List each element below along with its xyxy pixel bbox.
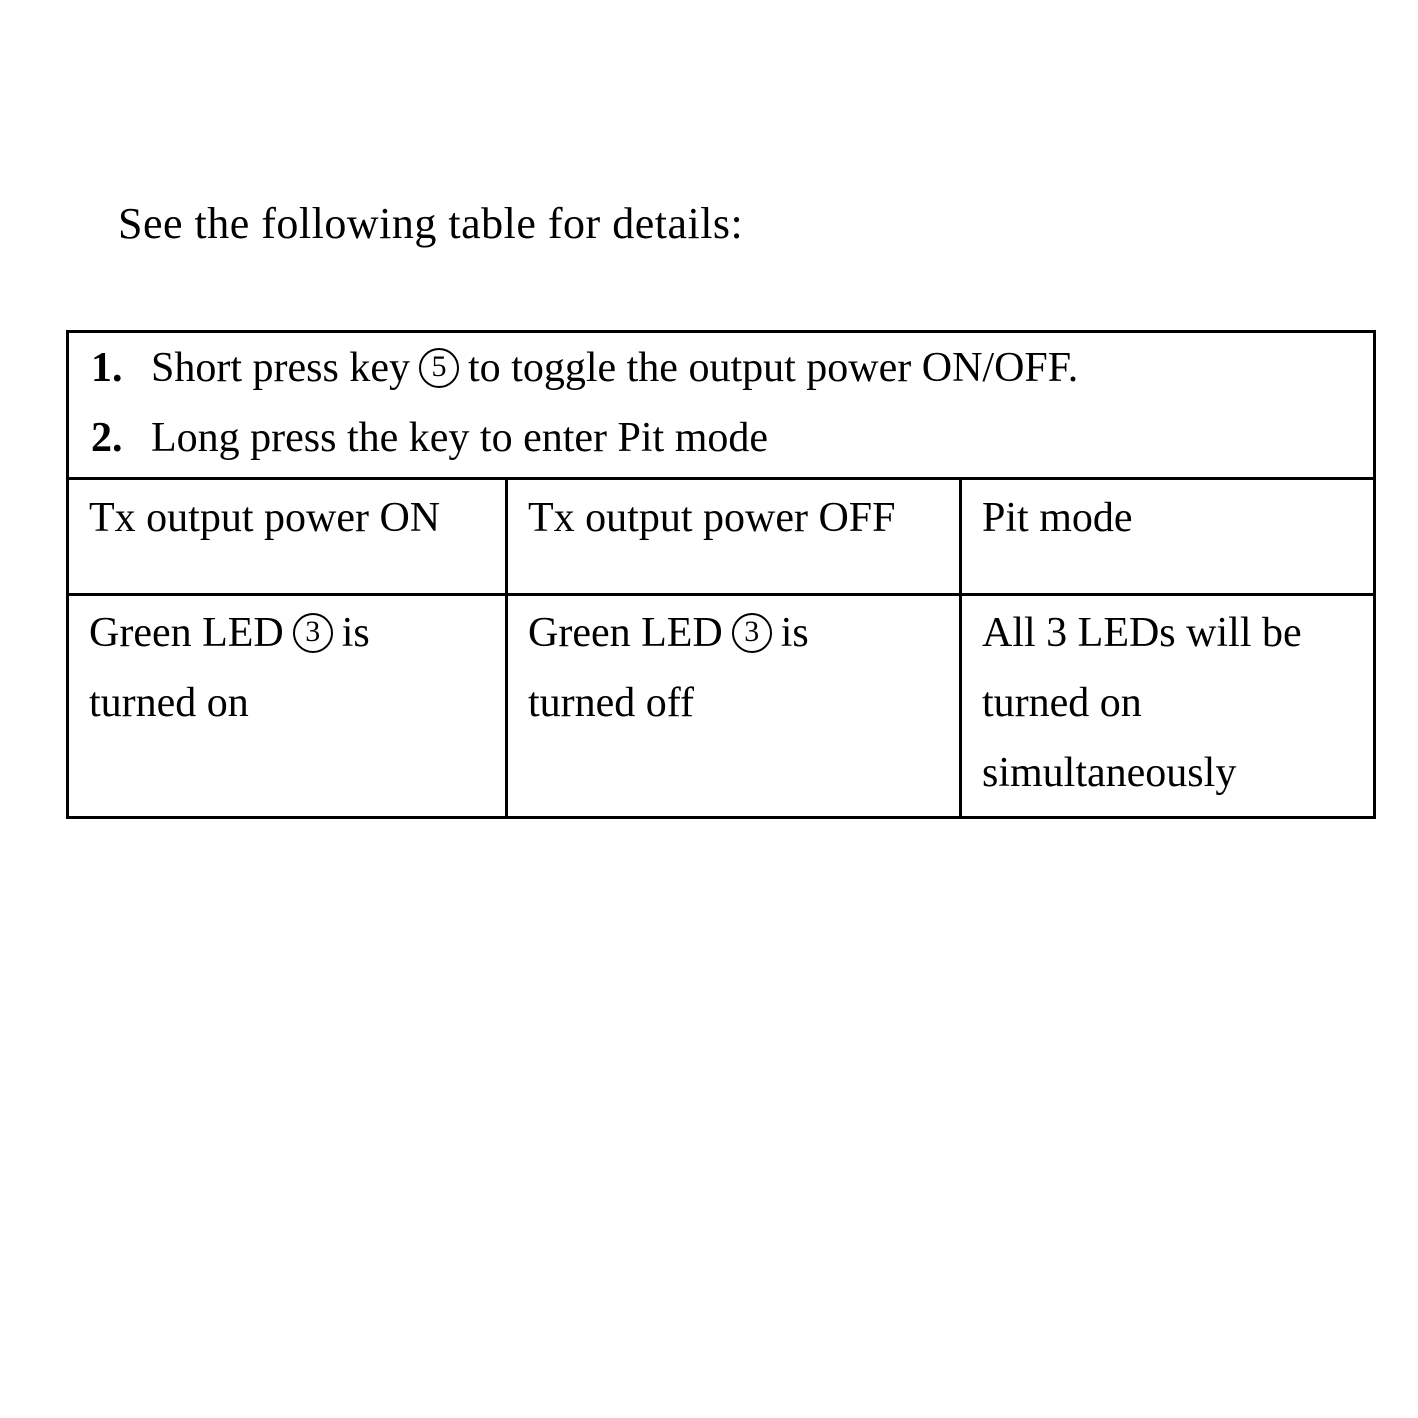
circled-key-5-icon: [419, 348, 459, 388]
header-cell-pit-mode: Pit mode: [961, 479, 1375, 595]
cell-tx-on-line-1: [89, 598, 487, 668]
cell-pit-mode-line-3: simultaneously: [982, 750, 1237, 796]
cell-pit-mode-line-1: All 3 LEDs will be: [982, 610, 1302, 656]
cell-tx-off-description: [507, 595, 961, 818]
cell-pit-mode-description: [961, 595, 1375, 818]
instruction-2-text: Long press the key to enter Pit mode: [151, 415, 769, 461]
circled-key-5-digit: 5: [431, 350, 447, 383]
instruction-1-text-pre: Short press key: [151, 345, 410, 391]
circled-key-3-icon: [293, 613, 333, 653]
instruction-1: [91, 333, 1353, 403]
instruction-2: [91, 403, 1353, 473]
instruction-2-number: 2.: [91, 415, 123, 461]
table-body-row: [68, 595, 1375, 818]
instructions-row: [68, 332, 1375, 479]
circled-key-3-digit: 3: [744, 615, 760, 648]
instruction-1-text-post: to toggle the output power ON/OFF.: [467, 345, 1079, 391]
page-heading: See the following table for details:: [118, 199, 744, 248]
table-header-row: [68, 479, 1375, 595]
cell-tx-on-line-2: turned on: [89, 680, 249, 726]
details-table: [66, 330, 1376, 819]
cell-pit-mode-line-2: turned on: [982, 680, 1142, 726]
cell-tx-off-line-2: turned off: [528, 680, 695, 726]
instructions-cell: [68, 332, 1375, 479]
circled-key-3-digit: 3: [305, 615, 321, 648]
cell-tx-off-line-1-pre: Green LED: [528, 610, 723, 656]
cell-tx-off-line-1-post: is: [780, 610, 809, 656]
cell-tx-on-description: [68, 595, 507, 818]
circled-key-3-icon: [732, 613, 772, 653]
cell-tx-off-line-1: [528, 598, 941, 668]
instruction-1-number: 1.: [91, 345, 123, 391]
cell-tx-on-line-1-pre: Green LED: [89, 610, 284, 656]
cell-tx-on-line-1-post: is: [341, 610, 370, 656]
header-cell-tx-output-power-on: Tx output power ON: [68, 479, 507, 595]
header-cell-tx-output-power-off: Tx output power OFF: [507, 479, 961, 595]
